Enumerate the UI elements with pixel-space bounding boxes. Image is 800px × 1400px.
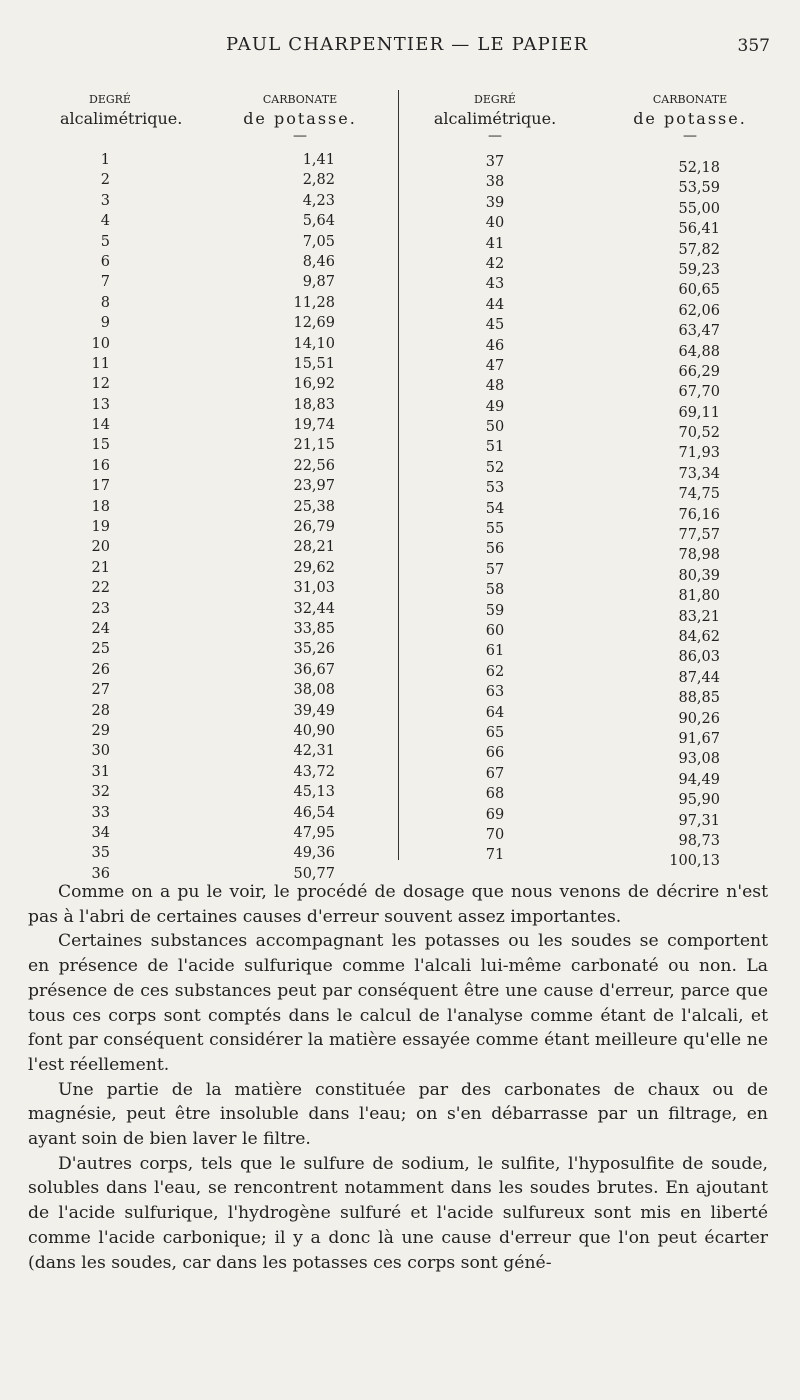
carbonate-cell: 81,80 xyxy=(678,588,720,605)
carbonate-cell: 16,92 xyxy=(293,376,335,393)
carbonate-cell: 4,23 xyxy=(302,192,335,209)
degree-cell: 42 xyxy=(485,255,505,272)
degree-cell: 54 xyxy=(485,500,505,517)
carbonate-cell: 62,06 xyxy=(678,302,720,319)
carbonate-cell: 50,77 xyxy=(293,865,335,882)
right-carbonate-column xyxy=(650,158,720,872)
degree-cell: 69 xyxy=(485,806,505,823)
left-carbonate-column xyxy=(265,150,335,884)
carbonate-cell: 9,87 xyxy=(302,274,335,291)
right-carbonate-heading: CARBONATE de potasse. — xyxy=(633,93,747,144)
degree-cell: 8 xyxy=(100,294,110,311)
degree-cell: 10 xyxy=(91,335,110,352)
body-text xyxy=(28,880,768,1275)
degree-cell: 6 xyxy=(100,253,110,270)
conversion-table xyxy=(60,90,770,882)
degree-cell: 45 xyxy=(485,317,505,334)
carbonate-cell: 21,15 xyxy=(293,437,335,454)
carbonate-cell: 71,93 xyxy=(678,445,720,462)
carbonate-cell: 80,39 xyxy=(678,567,720,584)
degree-cell: 47 xyxy=(485,357,505,374)
carbonate-cell: 52,18 xyxy=(678,160,720,176)
degree-cell: 71 xyxy=(485,847,505,864)
carbonate-cell: 32,44 xyxy=(293,600,335,617)
carbonate-cell: 47,95 xyxy=(293,824,335,841)
paragraph: Comme on a pu le voir, le procédé de dosage que nous venons de décrire n'est pas à l'abri de certaines causes d'erreur souvent assez importantes. xyxy=(28,882,768,927)
carbonate-cell: 46,54 xyxy=(293,804,335,821)
degree-cell: 48 xyxy=(485,378,505,395)
degree-cell: 49 xyxy=(485,398,505,415)
degree-cell: 34 xyxy=(91,824,110,841)
column-divider xyxy=(398,90,399,860)
paragraph: D'autres corps, tels que le sulfure de sodium, le sulfite, l'hyposulfite de soude, solubles dans l'eau, se rencontrent notamment dans les soudes brutes. En ajoutant de l'acide sulfurique, l'hydrogène sulfuré et l'acide sulfureux sont mis en liberté comme l'acide carbonique; il y a donc là une cause d'erreur que l'on peut écarter (dans les soudes, car dans les potasses ces corps sont géné- xyxy=(28,1153,768,1273)
degree-cell: 19 xyxy=(91,519,110,536)
carbonate-cell: 55,00 xyxy=(678,200,720,217)
carbonate-cell: 64,88 xyxy=(678,343,720,360)
right-degree-heading: DEGRÉ alcalimétrique. — xyxy=(433,93,557,144)
carbonate-cell: 7,05 xyxy=(302,233,335,250)
carbonate-cell: 36,67 xyxy=(293,661,335,678)
degree-cell: 2 xyxy=(100,172,110,189)
degree-cell: 64 xyxy=(485,704,505,721)
degree-cell: 37 xyxy=(485,154,505,170)
carbonate-cell: 91,67 xyxy=(678,730,720,747)
carbonate-cell: 15,51 xyxy=(293,355,335,372)
degree-cell: 23 xyxy=(91,600,110,617)
carbonate-cell: 1,41 xyxy=(302,152,335,168)
carbonate-cell: 19,74 xyxy=(293,417,335,434)
degree-cell: 59 xyxy=(485,602,505,619)
degree-cell: 29 xyxy=(91,722,110,739)
carbonate-cell: 22,56 xyxy=(293,457,335,474)
carbonate-cell: 74,75 xyxy=(678,486,720,503)
carbonate-cell: 69,11 xyxy=(678,404,720,421)
carbonate-cell: 11,28 xyxy=(293,294,335,311)
degree-cell: 40 xyxy=(485,215,505,232)
carbonate-cell: 8,46 xyxy=(302,253,335,270)
carbonate-cell: 12,69 xyxy=(293,315,335,332)
degree-cell: 22 xyxy=(91,580,110,597)
carbonate-cell: 66,29 xyxy=(678,363,720,380)
degree-cell: 26 xyxy=(91,661,110,678)
carbonate-cell: 14,10 xyxy=(293,335,335,352)
degree-cell: 3 xyxy=(100,192,110,209)
carbonate-cell: 43,72 xyxy=(293,763,335,780)
degree-cell: 57 xyxy=(485,561,505,578)
degree-cell: 20 xyxy=(91,539,110,556)
degree-cell: 9 xyxy=(100,315,110,332)
degree-cell: 5 xyxy=(100,233,110,250)
page-number: 357 xyxy=(737,36,770,56)
carbonate-cell: 53,59 xyxy=(678,180,720,197)
carbonate-cell: 100,13 xyxy=(669,853,720,870)
degree-cell: 33 xyxy=(91,804,110,821)
degree-cell: 4 xyxy=(100,213,110,230)
running-head xyxy=(0,34,800,60)
carbonate-cell: 23,97 xyxy=(293,478,335,495)
carbonate-cell: 67,70 xyxy=(678,384,720,401)
degree-cell: 27 xyxy=(91,682,110,699)
running-title: PAUL CHARPENTIER — LE PAPIER xyxy=(226,34,589,55)
degree-cell: 52 xyxy=(485,459,505,476)
degree-cell: 46 xyxy=(485,337,505,354)
left-degree-heading: DEGRÉ alcalimétrique. xyxy=(60,93,183,128)
left-carbonate-heading: CARBONATE de potasse. — xyxy=(243,93,357,144)
degree-cell: 35 xyxy=(91,845,110,862)
carbonate-cell: 56,41 xyxy=(678,221,720,238)
degree-cell: 39 xyxy=(485,194,505,211)
carbonate-cell: 90,26 xyxy=(678,710,720,727)
carbonate-cell: 38,08 xyxy=(293,682,335,699)
carbonate-cell: 57,82 xyxy=(678,241,720,258)
paragraph: Une partie de la matière constituée par des carbonates de chaux ou de magnésie, peut être insoluble dans l'eau; on s'en débarrasse par un filtrage, en ayant soin de bien laver le filtre. xyxy=(28,1079,768,1150)
degree-cell: 43 xyxy=(485,276,505,293)
degree-cell: 66 xyxy=(485,745,505,762)
degree-cell: 63 xyxy=(485,684,505,701)
carbonate-cell: 84,62 xyxy=(678,628,720,645)
carbonate-cell: 45,13 xyxy=(293,784,335,801)
degree-cell: 50 xyxy=(485,419,505,436)
carbonate-cell: 98,73 xyxy=(678,832,720,849)
degree-cell: 67 xyxy=(485,765,505,782)
carbonate-cell: 2,82 xyxy=(302,172,335,189)
degree-cell: 55 xyxy=(485,521,505,538)
carbonate-cell: 5,64 xyxy=(302,213,335,230)
carbonate-cell: 93,08 xyxy=(678,751,720,768)
carbonate-cell: 35,26 xyxy=(293,641,335,658)
carbonate-cell: 59,23 xyxy=(678,261,720,278)
degree-cell: 38 xyxy=(485,174,505,191)
carbonate-cell: 49,36 xyxy=(293,845,335,862)
degree-cell: 61 xyxy=(485,643,505,660)
carbonate-cell: 77,57 xyxy=(678,527,720,544)
degree-cell: 15 xyxy=(91,437,110,454)
degree-cell: 13 xyxy=(91,396,110,413)
right-degree-column xyxy=(475,152,515,866)
paragraph: Certaines substances accompagnant les potasses ou les soudes se comportent en présence de l'acide sulfurique comme l'alcali lui-même carbonaté ou non. La présence de ces substances peut par conséquent être une cause d'erreur, parce que tous ces corps sont comptés dans le calcul de l'analyse comme étant de l'alcali, et font par conséquent considérer la matière essayée comme étant meilleure qu'elle ne l'est réellement. xyxy=(28,931,768,1075)
carbonate-cell: 88,85 xyxy=(678,690,720,707)
carbonate-cell: 76,16 xyxy=(678,506,720,523)
carbonate-cell: 60,65 xyxy=(678,282,720,299)
carbonate-cell: 29,62 xyxy=(293,559,335,576)
carbonate-cell: 94,49 xyxy=(678,771,720,788)
carbonate-cell: 28,21 xyxy=(293,539,335,556)
carbonate-cell: 78,98 xyxy=(678,547,720,564)
carbonate-cell: 26,79 xyxy=(293,519,335,536)
degree-cell: 25 xyxy=(91,641,110,658)
left-degree-column xyxy=(70,150,110,884)
degree-cell: 1 xyxy=(100,152,110,168)
degree-cell: 18 xyxy=(91,498,110,515)
degree-cell: 44 xyxy=(485,296,505,313)
degree-cell: 51 xyxy=(485,439,505,456)
degree-cell: 58 xyxy=(485,582,505,599)
carbonate-cell: 73,34 xyxy=(678,465,720,482)
carbonate-cell: 39,49 xyxy=(293,702,335,719)
carbonate-cell: 42,31 xyxy=(293,743,335,760)
degree-cell: 65 xyxy=(485,724,505,741)
carbonate-cell: 63,47 xyxy=(678,323,720,340)
degree-cell: 30 xyxy=(91,743,110,760)
carbonate-cell: 95,90 xyxy=(678,792,720,809)
carbonate-cell: 83,21 xyxy=(678,608,720,625)
degree-cell: 70 xyxy=(485,826,505,843)
degree-cell: 21 xyxy=(91,559,110,576)
degree-cell: 16 xyxy=(91,457,110,474)
degree-cell: 12 xyxy=(91,376,110,393)
degree-cell: 62 xyxy=(485,663,505,680)
degree-cell: 53 xyxy=(485,480,505,497)
degree-cell: 32 xyxy=(91,784,110,801)
carbonate-cell: 97,31 xyxy=(678,812,720,829)
degree-cell: 11 xyxy=(91,355,110,372)
degree-cell: 60 xyxy=(485,622,505,639)
degree-cell: 14 xyxy=(91,417,110,434)
degree-cell: 56 xyxy=(485,541,505,558)
carbonate-cell: 86,03 xyxy=(678,649,720,666)
carbonate-cell: 87,44 xyxy=(678,669,720,686)
carbonate-cell: 70,52 xyxy=(678,425,720,442)
carbonate-cell: 40,90 xyxy=(293,722,335,739)
degree-cell: 17 xyxy=(91,478,110,495)
degree-cell: 24 xyxy=(91,620,110,637)
carbonate-cell: 33,85 xyxy=(293,620,335,637)
degree-cell: 68 xyxy=(485,786,505,803)
degree-cell: 41 xyxy=(485,235,505,252)
degree-cell: 7 xyxy=(100,274,110,291)
degree-cell: 36 xyxy=(91,865,110,882)
carbonate-cell: 25,38 xyxy=(293,498,335,515)
carbonate-cell: 18,83 xyxy=(293,396,335,413)
degree-cell: 28 xyxy=(91,702,110,719)
carbonate-cell: 31,03 xyxy=(293,580,335,597)
degree-cell: 31 xyxy=(91,763,110,780)
